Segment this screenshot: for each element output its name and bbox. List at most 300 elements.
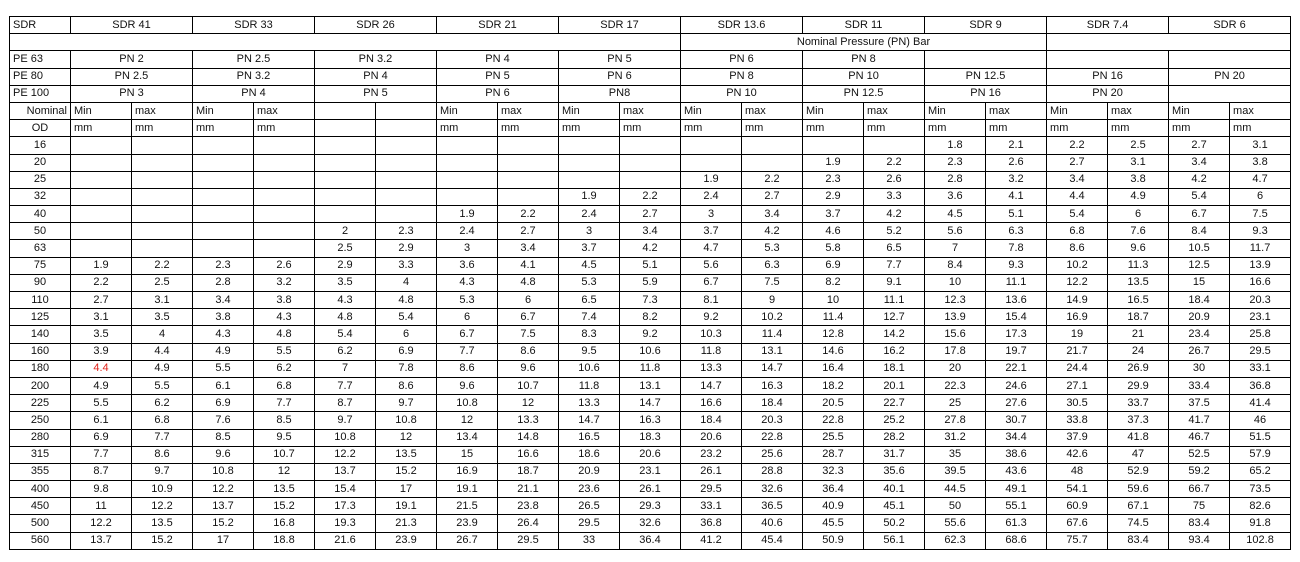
wall-thickness-value: 4.3 bbox=[254, 309, 315, 326]
wall-thickness-value: 4.9 bbox=[193, 343, 254, 360]
pn-value: PN 5 bbox=[315, 85, 437, 102]
wall-thickness-value: 24.4 bbox=[1047, 360, 1108, 377]
table-row bbox=[10, 532, 1291, 549]
wall-thickness-value: 36.5 bbox=[742, 498, 803, 515]
wall-thickness-value: 6.9 bbox=[193, 395, 254, 412]
min-max-label: max bbox=[864, 102, 925, 119]
min-max-label: Min bbox=[71, 102, 132, 119]
wall-thickness-value: 8.5 bbox=[193, 429, 254, 446]
wall-thickness-value: 7.6 bbox=[1108, 223, 1169, 240]
wall-thickness-value: 7.8 bbox=[376, 360, 437, 377]
wall-thickness-value: 3 bbox=[559, 223, 620, 240]
min-max-label: Min bbox=[925, 102, 986, 119]
wall-thickness-value: 12.7 bbox=[864, 309, 925, 326]
wall-thickness-value: 9.5 bbox=[559, 343, 620, 360]
wall-thickness-value: 6.5 bbox=[559, 292, 620, 309]
wall-thickness-value: 15 bbox=[1169, 274, 1230, 291]
wall-thickness-value: 29.9 bbox=[1108, 377, 1169, 394]
wall-thickness-value: 7.6 bbox=[193, 412, 254, 429]
wall-thickness-value: 10.7 bbox=[498, 377, 559, 394]
wall-thickness-value: 2.3 bbox=[803, 171, 864, 188]
wall-thickness-value: 16.9 bbox=[1047, 309, 1108, 326]
nominal-od-value: 16 bbox=[10, 137, 71, 154]
wall-thickness-value: 4.2 bbox=[864, 206, 925, 223]
wall-thickness-value: 31.7 bbox=[864, 446, 925, 463]
wall-thickness-value: 8.2 bbox=[620, 309, 681, 326]
wall-thickness-value: 7 bbox=[925, 240, 986, 257]
wall-thickness-value: 18.4 bbox=[742, 395, 803, 412]
wall-thickness-value: 4.7 bbox=[1230, 171, 1291, 188]
wall-thickness-value: 5.2 bbox=[864, 223, 925, 240]
sdr-class-header: SDR 33 bbox=[193, 17, 315, 34]
wall-thickness-value: 22.1 bbox=[986, 360, 1047, 377]
wall-thickness-value: 41.2 bbox=[681, 532, 742, 549]
wall-thickness-value: 3.1 bbox=[132, 292, 193, 309]
wall-thickness-value: 23.1 bbox=[1230, 309, 1291, 326]
wall-thickness-value: 3.5 bbox=[132, 309, 193, 326]
wall-thickness-value: 7 bbox=[315, 360, 376, 377]
wall-thickness-value: 38.6 bbox=[986, 446, 1047, 463]
wall-thickness-value: 29.5 bbox=[1230, 343, 1291, 360]
nominal-od-value: 25 bbox=[10, 171, 71, 188]
wall-thickness-value: 6 bbox=[437, 309, 498, 326]
wall-thickness-value: 1.9 bbox=[681, 171, 742, 188]
nominal-od-value: 280 bbox=[10, 429, 71, 446]
wall-thickness-value: 36.8 bbox=[681, 515, 742, 532]
unit-label: mm bbox=[1169, 120, 1230, 137]
wall-thickness-value: 6.7 bbox=[681, 274, 742, 291]
wall-thickness-value bbox=[376, 137, 437, 154]
wall-thickness-value: 33.1 bbox=[1230, 360, 1291, 377]
wall-thickness-value: 25.2 bbox=[864, 412, 925, 429]
wall-thickness-value: 9.2 bbox=[620, 326, 681, 343]
wall-thickness-value: 4.8 bbox=[254, 326, 315, 343]
table-row bbox=[10, 240, 1291, 257]
wall-thickness-value: 2.6 bbox=[986, 154, 1047, 171]
wall-thickness-value: 4.8 bbox=[376, 292, 437, 309]
table-row bbox=[10, 446, 1291, 463]
pn-value: PN 10 bbox=[803, 68, 925, 85]
wall-thickness-value: 1.9 bbox=[71, 257, 132, 274]
wall-thickness-value: 74.5 bbox=[1108, 515, 1169, 532]
pn-value: PN 3 bbox=[71, 85, 193, 102]
unit-row bbox=[10, 120, 1291, 137]
wall-thickness-value: 26.4 bbox=[498, 515, 559, 532]
wall-thickness-value bbox=[376, 154, 437, 171]
wall-thickness-value: 14.6 bbox=[803, 343, 864, 360]
wall-thickness-value: 55.1 bbox=[986, 498, 1047, 515]
sdr-class-header: SDR 7.4 bbox=[1047, 17, 1169, 34]
pn-value bbox=[1169, 85, 1291, 102]
wall-thickness-value: 13.6 bbox=[986, 292, 1047, 309]
wall-thickness-value: 32.6 bbox=[620, 515, 681, 532]
wall-thickness-value: 67.1 bbox=[1108, 498, 1169, 515]
wall-thickness-value: 2.8 bbox=[193, 274, 254, 291]
wall-thickness-value: 4.2 bbox=[1169, 171, 1230, 188]
wall-thickness-value: 19.7 bbox=[986, 343, 1047, 360]
wall-thickness-value: 3.5 bbox=[71, 326, 132, 343]
wall-thickness-value bbox=[315, 188, 376, 205]
wall-thickness-value bbox=[437, 171, 498, 188]
wall-thickness-value: 36.4 bbox=[803, 481, 864, 498]
wall-thickness-value bbox=[559, 171, 620, 188]
wall-thickness-value: 5.1 bbox=[986, 206, 1047, 223]
wall-thickness-value: 13.1 bbox=[620, 377, 681, 394]
wall-thickness-value bbox=[498, 188, 559, 205]
wall-thickness-value: 2.2 bbox=[864, 154, 925, 171]
wall-thickness-value: 4.1 bbox=[498, 257, 559, 274]
wall-thickness-value: 83.4 bbox=[1169, 515, 1230, 532]
wall-thickness-value: 40.6 bbox=[742, 515, 803, 532]
wall-thickness-value: 23.8 bbox=[498, 498, 559, 515]
nominal-od-value: 225 bbox=[10, 395, 71, 412]
wall-thickness-value: 3.1 bbox=[1108, 154, 1169, 171]
wall-thickness-value: 10.8 bbox=[376, 412, 437, 429]
wall-thickness-value: 6.2 bbox=[315, 343, 376, 360]
wall-thickness-value bbox=[132, 188, 193, 205]
nominal-label: Nominal bbox=[10, 102, 71, 119]
wall-thickness-value: 5.4 bbox=[1047, 206, 1108, 223]
pn-value: PN 2 bbox=[71, 51, 193, 68]
wall-thickness-value bbox=[193, 171, 254, 188]
wall-thickness-value: 15.2 bbox=[254, 498, 315, 515]
wall-thickness-value: 25.5 bbox=[803, 429, 864, 446]
wall-thickness-value bbox=[132, 171, 193, 188]
min-max-label: Min bbox=[1169, 102, 1230, 119]
wall-thickness-value: 13.1 bbox=[742, 343, 803, 360]
unit-label: mm bbox=[925, 120, 986, 137]
wall-thickness-value: 2.2 bbox=[71, 274, 132, 291]
wall-thickness-value: 11.1 bbox=[986, 274, 1047, 291]
wall-thickness-value: 6 bbox=[1230, 188, 1291, 205]
wall-thickness-value: 5.5 bbox=[132, 377, 193, 394]
wall-thickness-value: 33 bbox=[559, 532, 620, 549]
wall-thickness-value: 8.7 bbox=[71, 463, 132, 480]
wall-thickness-value: 7.7 bbox=[254, 395, 315, 412]
wall-thickness-value: 22.7 bbox=[864, 395, 925, 412]
wall-thickness-value: 5.3 bbox=[437, 292, 498, 309]
wall-thickness-value: 2.3 bbox=[193, 257, 254, 274]
wall-thickness-value: 12.5 bbox=[1169, 257, 1230, 274]
wall-thickness-value: 82.6 bbox=[1230, 498, 1291, 515]
wall-thickness-value: 5.3 bbox=[559, 274, 620, 291]
wall-thickness-value: 2.4 bbox=[437, 223, 498, 240]
wall-thickness-value: 2.7 bbox=[1169, 137, 1230, 154]
wall-thickness-value: 9.6 bbox=[193, 446, 254, 463]
wall-thickness-value: 45.1 bbox=[864, 498, 925, 515]
wall-thickness-value: 14.7 bbox=[559, 412, 620, 429]
wall-thickness-value: 55.6 bbox=[925, 515, 986, 532]
table-row bbox=[10, 481, 1291, 498]
wall-thickness-value: 12 bbox=[498, 395, 559, 412]
wall-thickness-value: 33.8 bbox=[1047, 412, 1108, 429]
unit-label: mm bbox=[1047, 120, 1108, 137]
wall-thickness-value: 1.9 bbox=[559, 188, 620, 205]
nominal-od-value: 355 bbox=[10, 463, 71, 480]
wall-thickness-value: 11.7 bbox=[1230, 240, 1291, 257]
wall-thickness-value: 49.1 bbox=[986, 481, 1047, 498]
wall-thickness-value: 9 bbox=[742, 292, 803, 309]
wall-thickness-value: 31.2 bbox=[925, 429, 986, 446]
wall-thickness-value: 23.6 bbox=[559, 481, 620, 498]
wall-thickness-value: 2.4 bbox=[681, 188, 742, 205]
wall-thickness-value: 13.4 bbox=[437, 429, 498, 446]
wall-thickness-value: 41.4 bbox=[1230, 395, 1291, 412]
wall-thickness-value: 29.5 bbox=[559, 515, 620, 532]
wall-thickness-value: 11.8 bbox=[681, 343, 742, 360]
wall-thickness-value bbox=[803, 137, 864, 154]
wall-thickness-value: 6.2 bbox=[132, 395, 193, 412]
pn-value: PN 12.5 bbox=[925, 68, 1047, 85]
wall-thickness-value: 13.3 bbox=[498, 412, 559, 429]
min-max-label: max bbox=[1230, 102, 1291, 119]
wall-thickness-value: 16.8 bbox=[254, 515, 315, 532]
wall-thickness-value: 45.4 bbox=[742, 532, 803, 549]
wall-thickness-value bbox=[315, 154, 376, 171]
wall-thickness-value: 9.2 bbox=[681, 309, 742, 326]
wall-thickness-value: 3.4 bbox=[1047, 171, 1108, 188]
sdr-header-row bbox=[10, 17, 1291, 34]
wall-thickness-value: 14.7 bbox=[681, 377, 742, 394]
wall-thickness-value: 15.2 bbox=[376, 463, 437, 480]
wall-thickness-value: 16.9 bbox=[437, 463, 498, 480]
wall-thickness-value: 10.9 bbox=[132, 481, 193, 498]
wall-thickness-value bbox=[254, 206, 315, 223]
nominal-od-value: 63 bbox=[10, 240, 71, 257]
table-row bbox=[10, 206, 1291, 223]
pn-value: PN 5 bbox=[559, 51, 681, 68]
wall-thickness-value bbox=[71, 206, 132, 223]
wall-thickness-value bbox=[132, 206, 193, 223]
wall-thickness-value bbox=[71, 137, 132, 154]
wall-thickness-value: 36.4 bbox=[620, 532, 681, 549]
pn-value: PN 4 bbox=[437, 51, 559, 68]
wall-thickness-value bbox=[193, 188, 254, 205]
wall-thickness-value: 2.1 bbox=[986, 137, 1047, 154]
unit-label: mm bbox=[71, 120, 132, 137]
wall-thickness-value: 13.3 bbox=[681, 360, 742, 377]
wall-thickness-value: 4.9 bbox=[1108, 188, 1169, 205]
wall-thickness-value: 12.2 bbox=[315, 446, 376, 463]
wall-thickness-value: 7.5 bbox=[742, 274, 803, 291]
wall-thickness-value: 3.9 bbox=[71, 343, 132, 360]
wall-thickness-value: 57.9 bbox=[1230, 446, 1291, 463]
wall-thickness-value: 16.6 bbox=[681, 395, 742, 412]
wall-thickness-value: 8.4 bbox=[925, 257, 986, 274]
wall-thickness-value: 5.3 bbox=[742, 240, 803, 257]
wall-thickness-value: 22.8 bbox=[742, 429, 803, 446]
wall-thickness-value: 13.7 bbox=[193, 498, 254, 515]
wall-thickness-value: 6 bbox=[498, 292, 559, 309]
wall-thickness-value: 13.5 bbox=[254, 481, 315, 498]
table-row bbox=[10, 515, 1291, 532]
wall-thickness-value: 4.3 bbox=[437, 274, 498, 291]
wall-thickness-value: 30.7 bbox=[986, 412, 1047, 429]
wall-thickness-value: 2.3 bbox=[925, 154, 986, 171]
wall-thickness-value: 35 bbox=[925, 446, 986, 463]
min-max-label: Min bbox=[1047, 102, 1108, 119]
table-row bbox=[10, 377, 1291, 394]
nominal-od-value: 400 bbox=[10, 481, 71, 498]
wall-thickness-value: 4.5 bbox=[559, 257, 620, 274]
min-max-label: Min bbox=[681, 102, 742, 119]
wall-thickness-value: 15.4 bbox=[315, 481, 376, 498]
wall-thickness-value: 22.8 bbox=[803, 412, 864, 429]
wall-thickness-value: 32.6 bbox=[742, 481, 803, 498]
wall-thickness-value: 18.6 bbox=[559, 446, 620, 463]
wall-thickness-value: 16.6 bbox=[1230, 274, 1291, 291]
wall-thickness-value: 2.7 bbox=[71, 292, 132, 309]
wall-thickness-value: 10.6 bbox=[620, 343, 681, 360]
wall-thickness-value: 20.6 bbox=[620, 446, 681, 463]
wall-thickness-value: 3.4 bbox=[620, 223, 681, 240]
unit-label: mm bbox=[254, 120, 315, 137]
wall-thickness-value: 6.9 bbox=[71, 429, 132, 446]
wall-thickness-value: 44.5 bbox=[925, 481, 986, 498]
wall-thickness-value: 41.8 bbox=[1108, 429, 1169, 446]
wall-thickness-value: 12 bbox=[437, 412, 498, 429]
wall-thickness-value: 30.5 bbox=[1047, 395, 1108, 412]
wall-thickness-value: 7.7 bbox=[315, 377, 376, 394]
pn-value: PN 2.5 bbox=[193, 51, 315, 68]
nominal-od-value: 75 bbox=[10, 257, 71, 274]
wall-thickness-value: 9.3 bbox=[1230, 223, 1291, 240]
wall-thickness-value: 27.6 bbox=[986, 395, 1047, 412]
material-label: PE 100 bbox=[10, 85, 71, 102]
wall-thickness-value: 21.6 bbox=[315, 532, 376, 549]
wall-thickness-value: 9.6 bbox=[498, 360, 559, 377]
pn-row bbox=[10, 85, 1291, 102]
wall-thickness-value: 6.9 bbox=[803, 257, 864, 274]
wall-thickness-value: 17 bbox=[376, 481, 437, 498]
wall-thickness-value: 83.4 bbox=[1108, 532, 1169, 549]
wall-thickness-value: 93.4 bbox=[1169, 532, 1230, 549]
wall-thickness-value: 20 bbox=[925, 360, 986, 377]
wall-thickness-value: 4.8 bbox=[498, 274, 559, 291]
unit-label: mm bbox=[437, 120, 498, 137]
wall-thickness-value: 6 bbox=[1108, 206, 1169, 223]
unit-label: mm bbox=[193, 120, 254, 137]
wall-thickness-value bbox=[254, 154, 315, 171]
min-max-label: Min bbox=[193, 102, 254, 119]
wall-thickness-value bbox=[437, 154, 498, 171]
wall-thickness-value bbox=[376, 206, 437, 223]
table-row bbox=[10, 429, 1291, 446]
pipe-dimension-table bbox=[9, 16, 1291, 550]
wall-thickness-value: 12.2 bbox=[71, 515, 132, 532]
unit-label bbox=[376, 120, 437, 137]
wall-thickness-value: 24.6 bbox=[986, 377, 1047, 394]
wall-thickness-value: 37.9 bbox=[1047, 429, 1108, 446]
wall-thickness-value: 10.5 bbox=[1169, 240, 1230, 257]
wall-thickness-value: 7.3 bbox=[620, 292, 681, 309]
wall-thickness-value: 2.7 bbox=[1047, 154, 1108, 171]
wall-thickness-value: 2.2 bbox=[498, 206, 559, 223]
wall-thickness-value: 13.3 bbox=[559, 395, 620, 412]
wall-thickness-value: 1.8 bbox=[925, 137, 986, 154]
wall-thickness-value bbox=[193, 206, 254, 223]
wall-thickness-value: 16.5 bbox=[559, 429, 620, 446]
pn-value: PN 20 bbox=[1169, 68, 1291, 85]
wall-thickness-value: 24 bbox=[1108, 343, 1169, 360]
nominal-od-value: 200 bbox=[10, 377, 71, 394]
wall-thickness-value: 52.5 bbox=[1169, 446, 1230, 463]
wall-thickness-value: 23.1 bbox=[620, 463, 681, 480]
wall-thickness-value: 56.1 bbox=[864, 532, 925, 549]
wall-thickness-value: 12.2 bbox=[132, 498, 193, 515]
pressure-caption-row bbox=[10, 34, 1291, 51]
wall-thickness-value bbox=[193, 240, 254, 257]
wall-thickness-value bbox=[559, 154, 620, 171]
wall-thickness-value: 6.2 bbox=[254, 360, 315, 377]
wall-thickness-value bbox=[376, 188, 437, 205]
unit-label: mm bbox=[681, 120, 742, 137]
wall-thickness-value: 15.6 bbox=[925, 326, 986, 343]
wall-thickness-value: 7.8 bbox=[986, 240, 1047, 257]
wall-thickness-value: 61.3 bbox=[986, 515, 1047, 532]
min-max-label: max bbox=[1108, 102, 1169, 119]
wall-thickness-value: 6.8 bbox=[254, 377, 315, 394]
wall-thickness-value bbox=[559, 137, 620, 154]
min-max-label: max bbox=[132, 102, 193, 119]
wall-thickness-value: 10 bbox=[803, 292, 864, 309]
wall-thickness-value: 8.6 bbox=[1047, 240, 1108, 257]
wall-thickness-value bbox=[498, 171, 559, 188]
unit-label: mm bbox=[742, 120, 803, 137]
wall-thickness-value: 4.7 bbox=[681, 240, 742, 257]
wall-thickness-value: 6.5 bbox=[864, 240, 925, 257]
table-row bbox=[10, 154, 1291, 171]
wall-thickness-value bbox=[437, 188, 498, 205]
wall-thickness-value bbox=[254, 240, 315, 257]
wall-thickness-value: 10.8 bbox=[437, 395, 498, 412]
wall-thickness-value: 21.1 bbox=[498, 481, 559, 498]
wall-thickness-value bbox=[71, 188, 132, 205]
wall-thickness-value bbox=[315, 206, 376, 223]
wall-thickness-value: 4.2 bbox=[742, 223, 803, 240]
wall-thickness-value: 6.3 bbox=[742, 257, 803, 274]
wall-thickness-value: 46 bbox=[1230, 412, 1291, 429]
wall-thickness-value: 12.2 bbox=[193, 481, 254, 498]
nominal-od-value: 50 bbox=[10, 223, 71, 240]
min-max-label: Min bbox=[437, 102, 498, 119]
wall-thickness-value: 15.2 bbox=[132, 532, 193, 549]
pn-value: PN 10 bbox=[681, 85, 803, 102]
wall-thickness-value: 60.9 bbox=[1047, 498, 1108, 515]
wall-thickness-value: 7.5 bbox=[1230, 206, 1291, 223]
wall-thickness-value: 9.3 bbox=[986, 257, 1047, 274]
pn-value bbox=[1047, 51, 1169, 68]
wall-thickness-value: 17.8 bbox=[925, 343, 986, 360]
wall-thickness-value bbox=[376, 171, 437, 188]
wall-thickness-value: 18.2 bbox=[803, 377, 864, 394]
wall-thickness-value: 41.7 bbox=[1169, 412, 1230, 429]
material-label: PE 80 bbox=[10, 68, 71, 85]
wall-thickness-value: 9.7 bbox=[376, 395, 437, 412]
wall-thickness-value: 3.8 bbox=[254, 292, 315, 309]
wall-thickness-value: 4.9 bbox=[132, 360, 193, 377]
wall-thickness-value: 67.6 bbox=[1047, 515, 1108, 532]
pn-value: PN 3.2 bbox=[193, 68, 315, 85]
wall-thickness-value bbox=[254, 188, 315, 205]
wall-thickness-value: 9.8 bbox=[71, 481, 132, 498]
min-max-label bbox=[376, 102, 437, 119]
sdr-class-header: SDR 41 bbox=[71, 17, 193, 34]
wall-thickness-value: 2.9 bbox=[376, 240, 437, 257]
unit-label: mm bbox=[1108, 120, 1169, 137]
wall-thickness-value: 4.2 bbox=[620, 240, 681, 257]
wall-thickness-value: 32.3 bbox=[803, 463, 864, 480]
